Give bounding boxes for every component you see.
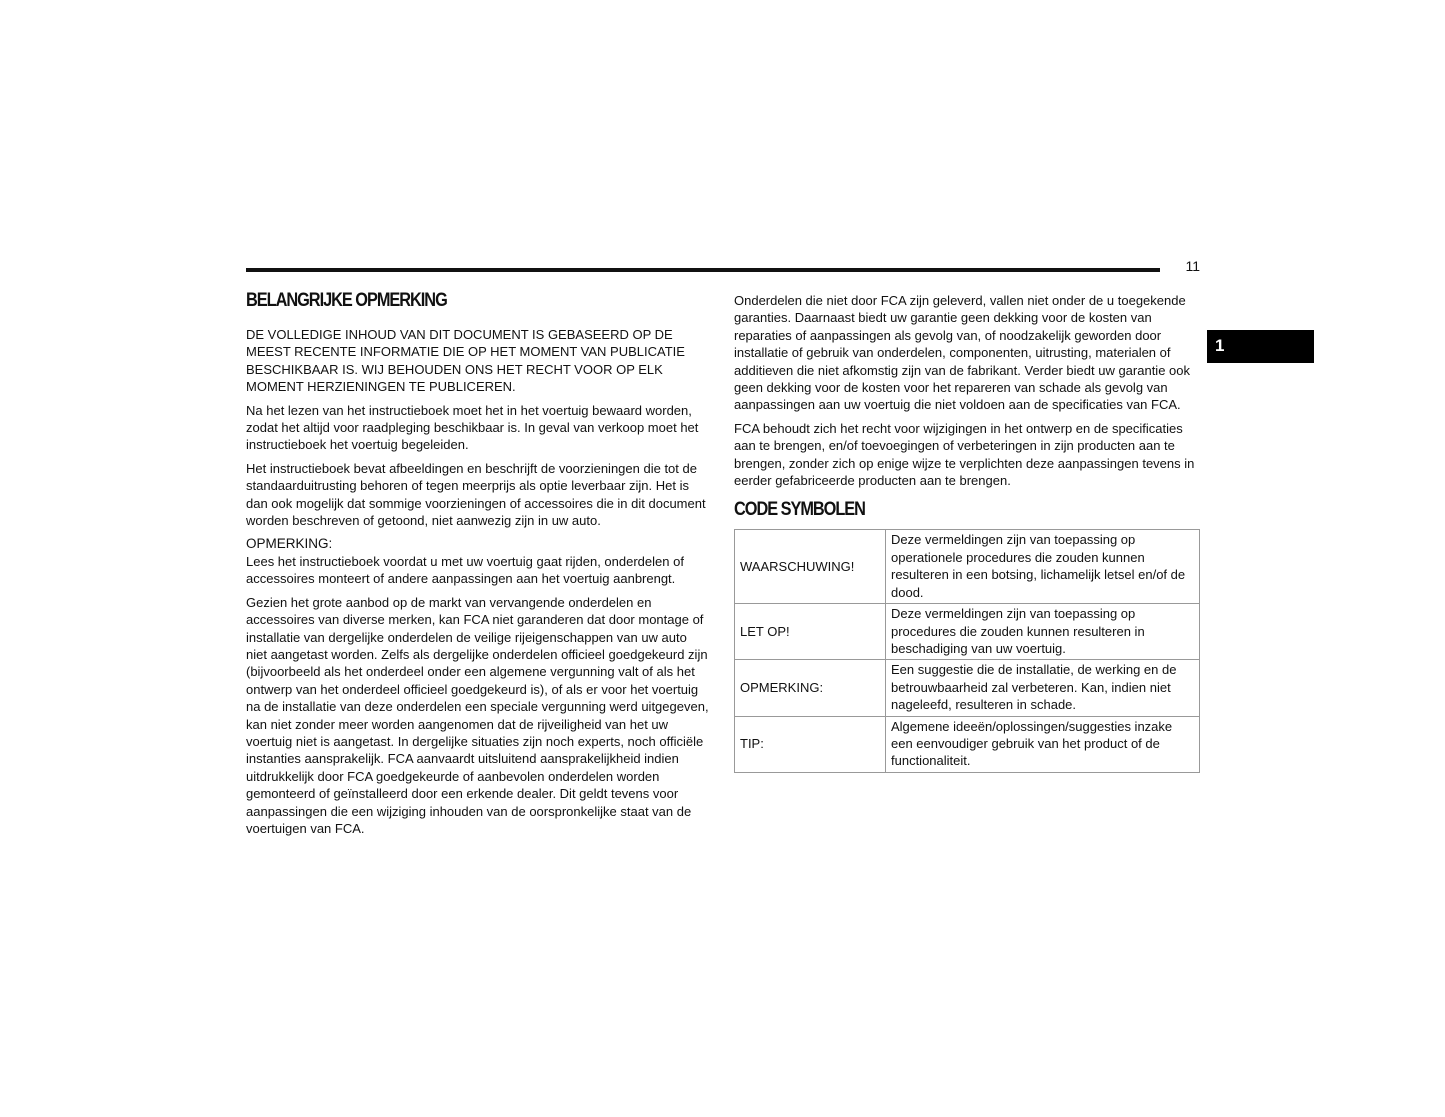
symbol-key: TIP: bbox=[735, 716, 886, 772]
intro-caps-paragraph: DE VOLLEDIGE INHOUD VAN DIT DOCUMENT IS GEBASEERD OP DE MEEST RECENTE INFORMATIE DIE OP HET MOMENT VAN PUBLICATIE BESCHIKBAAR IS. WIJ BEHOUDEN ONS HET RECHT VOOR OP ELK MOMENT HERZIENINGEN TE PUBLICEREN. bbox=[246, 327, 685, 395]
section-heading-important-notice: BELANGRIJKE OPMERKING bbox=[246, 290, 447, 311]
note-label: OPMERKING: bbox=[246, 536, 333, 552]
paragraph-warranty: Onderdelen die niet door FCA zijn geleverd, vallen niet onder de u toegekende garanties. Daarnaast biedt uw garantie geen dekking voor de kosten van reparaties of aanpassingen als gevolg van, of noodzakelijk geworden door installatie of gebruik van onderdelen, componenten, uitrusting, materialen of additieven die niet afkomstig zijn van de fabrikant. Verder biedt uw garantie ook geen dekking voor de kosten voor het repareren van schade als gevolg van aanpassingen aan uw voertuig die niet voldoen aan de specificaties van FCA. bbox=[734, 293, 1190, 413]
paragraph-accessories: Gezien het grote aanbod op de markt van vervangende onderdelen en accessoires van diverse merken, kan FCA niet garanderen dat door montage of installatie van dergelijke onderdelen de veilige rijeigenschappen van uw auto niet aangetast worden. Zelfs als dergelijke onderdelen officieel goedgekeurd zijn (bijvoorbeeld als het onderdeel onder een algemene vergunning valt of als het ontwerp van het onderdeel officieel goedgekeurd is), of als er voor het voertuig na de installatie van deze onderdelen een speciale vergunning werd uitgegeven, kan niet zonder meer worden aangenomen dat de rijveiligheid van het uw voertuig niet is aangetast. In dergelijke situaties zijn noch experts, noch officiële instanties aansprakelijk. FCA aanvaardt uitsluitend aansprakelijkheid indien uitdrukkelijk door FCA goedgekeurde of aanbevolen onderdelen worden gemonteerd of geïnstalleerd door een erkende dealer. Dit geldt tevens voor aanpassingen die een wijziging inhouden van de oorspronkelijke staat van de voertuigen van FCA. bbox=[246, 594, 709, 836]
right-column bbox=[734, 292, 1200, 773]
note-text: Lees het instructieboek voordat u met uw voertuig gaat rijden, onderdelen of accessoires monteert of andere aanpassingen aan het voertuig aanbrengt. bbox=[246, 553, 684, 587]
paragraph-design-changes: FCA behoudt zich het recht voor wijzigingen in het ontwerp en de specificaties aan te brengen, en/of toevoegingen of verbeteringen in zijn producten aan te brengen, zonder zich op enige wijze te verplichten deze aanpassingen tevens in eerder gefabriceerde producten aan te brengen. bbox=[734, 420, 1195, 489]
code-symbols-table bbox=[734, 529, 1200, 772]
table-row bbox=[735, 716, 1200, 772]
symbol-description: Een suggestie die de installatie, de werking en de betrouwbaarheid zal verbeteren. Kan, indien niet nageleefd, resulteren in schade. bbox=[886, 660, 1200, 716]
symbol-key: OPMERKING: bbox=[735, 660, 886, 716]
symbol-description: Algemene ideeën/oplossingen/suggesties inzake een eenvoudiger gebruik van het product of de functionaliteit. bbox=[886, 716, 1200, 772]
symbol-description: Deze vermeldingen zijn van toepassing op operationele procedures die zouden kunnen resulteren in een botsing, lichamelijk letsel en/of de dood. bbox=[886, 530, 1200, 604]
table-row bbox=[735, 660, 1200, 716]
table-row bbox=[735, 604, 1200, 660]
symbol-key: LET OP! bbox=[735, 604, 886, 660]
table-row bbox=[735, 530, 1200, 604]
page-number: 11 bbox=[1185, 258, 1200, 274]
chapter-tab bbox=[1207, 330, 1314, 363]
symbol-description: Deze vermeldingen zijn van toepassing op procedures die zouden kunnen resulteren in beschadiging van uw voertuig. bbox=[886, 604, 1200, 660]
section-heading-code-symbols: CODE SYMBOLEN bbox=[734, 499, 865, 521]
chapter-tab-label: 1 bbox=[1215, 336, 1225, 355]
paragraph-storage: Na het lezen van het instructieboek moet het in het voertuig bewaard worden, zodat het altijd voor raadpleging beschikbaar is. In geval van verkoop moet het instructieboek het voertuig begeleiden. bbox=[246, 402, 699, 453]
paragraph-illustrations: Het instructieboek bevat afbeeldingen en beschrijft de voorzieningen die tot de standaarduitrusting behoren of tegen meerprijs als optie leverbaar zijn. Het is dan ook mogelijk dat sommige voorzieningen of accessoires die in dit document worden beschreven of getoond, niet aanwezig zijn in uw auto. bbox=[246, 460, 706, 529]
header-rule bbox=[246, 268, 1160, 272]
left-column bbox=[246, 292, 710, 843]
symbol-key: WAARSCHUWING! bbox=[735, 530, 886, 604]
